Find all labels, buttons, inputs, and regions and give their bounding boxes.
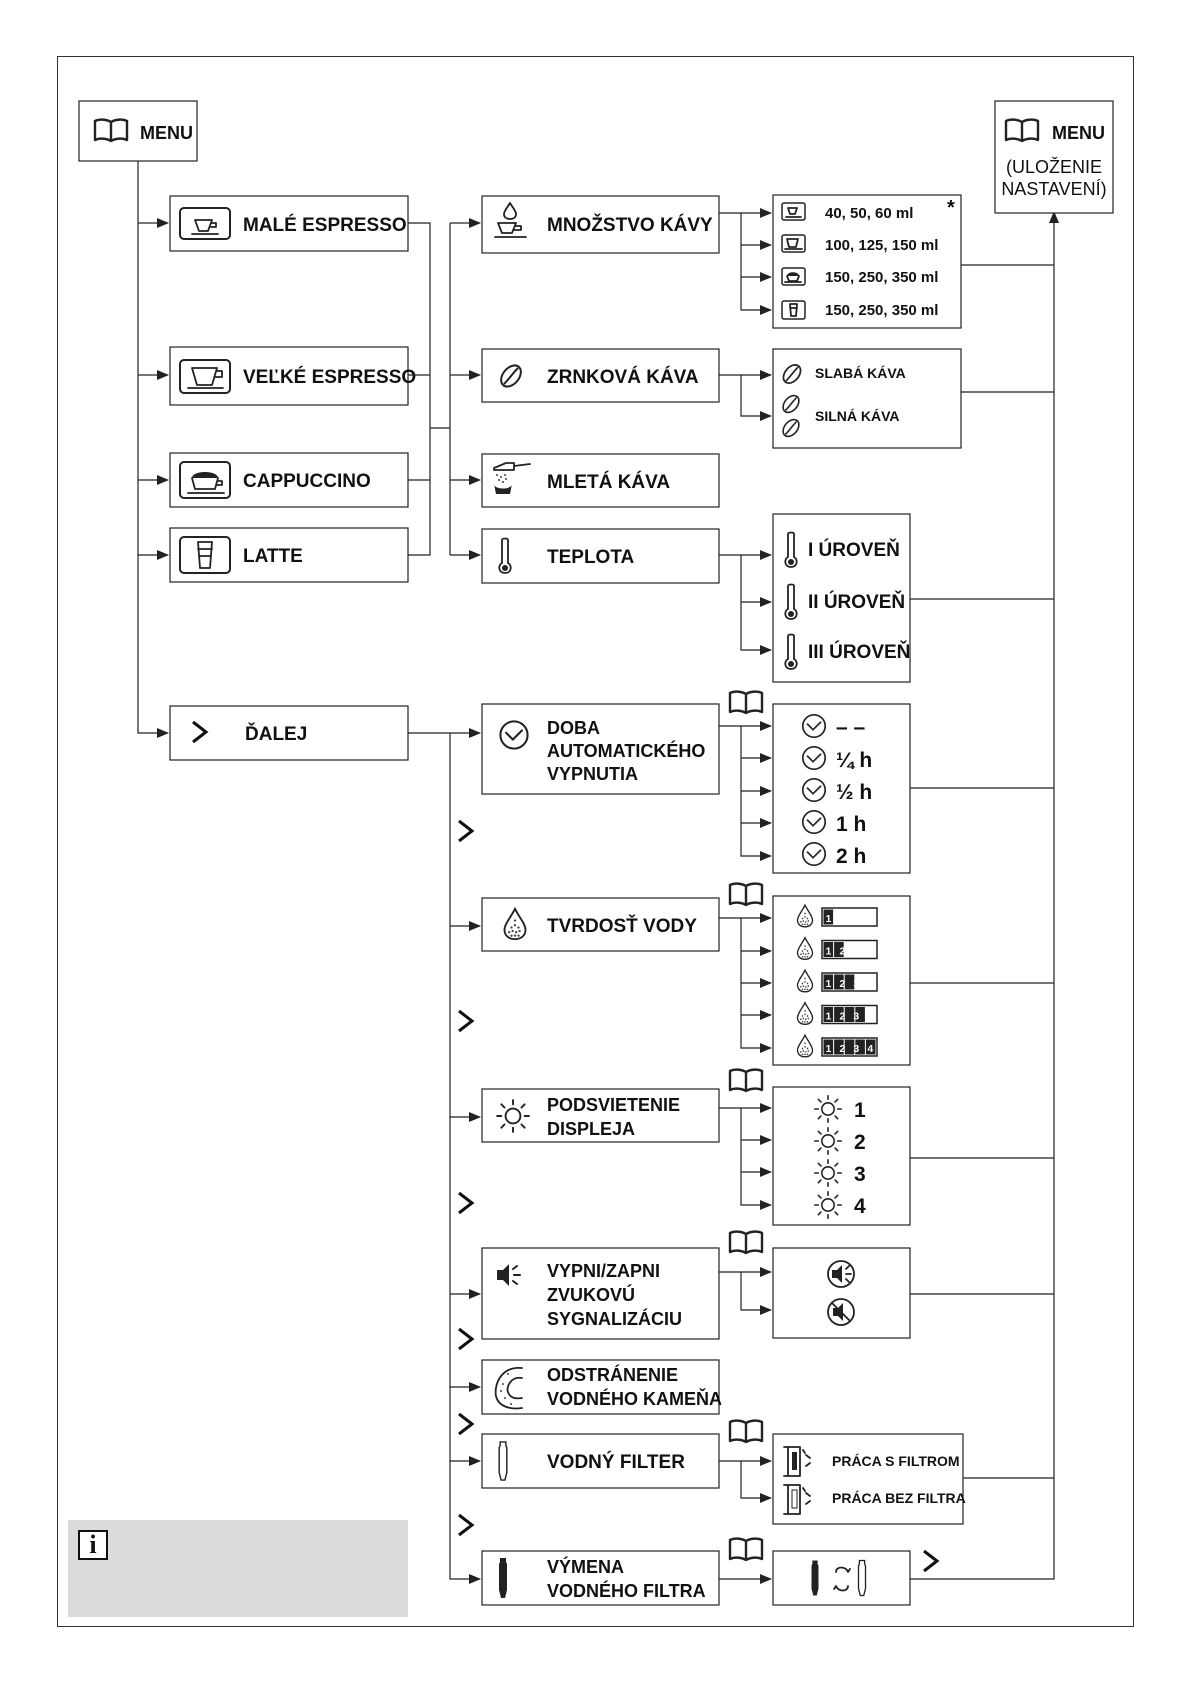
connector-bean-2 <box>719 375 771 416</box>
svg-text:1 h: 1 h <box>836 813 867 836</box>
svg-text:100, 125, 150 ml: 100, 125, 150 ml <box>825 237 939 254</box>
svg-text:II ÚROVEŇ: II ÚROVEŇ <box>808 592 906 613</box>
menu-start-box[interactable] <box>79 101 197 161</box>
chevron-right-icon <box>459 1414 472 1434</box>
drink-large-espresso[interactable] <box>170 347 416 405</box>
chevron-right-icon <box>459 1011 472 1031</box>
chevron-right-icon <box>459 1515 472 1535</box>
svg-text:ZVUKOVÚ: ZVUKOVÚ <box>547 1285 636 1305</box>
setting-auto-off[interactable] <box>482 704 719 794</box>
hardness-options-box <box>773 896 910 1065</box>
quantity-option-4[interactable] <box>782 301 938 319</box>
chevron-right-icon <box>459 1193 472 1213</box>
menu-save-box[interactable] <box>995 101 1113 213</box>
svg-text:SYGNALIZÁCIU: SYGNALIZÁCIU <box>547 1309 682 1329</box>
svg-text:3: 3 <box>854 1163 866 1186</box>
drink-label: CAPPUCCINO <box>243 471 371 492</box>
bean-options-box <box>773 349 961 448</box>
info-icon: i <box>78 1530 108 1560</box>
setting-label: TEPLOTA <box>547 547 635 568</box>
chevron-right-icon <box>459 1329 472 1349</box>
svg-text:SLABÁ KÁVA: SLABÁ KÁVA <box>815 365 906 381</box>
svg-text:PRÁCA S FILTROM: PRÁCA S FILTROM <box>832 1453 960 1469</box>
svg-text:DOBA: DOBA <box>547 718 600 738</box>
svg-text:PRÁCA BEZ FILTRA: PRÁCA BEZ FILTRA <box>832 1490 966 1506</box>
svg-text:ODSTRÁNENIE: ODSTRÁNENIE <box>547 1365 679 1385</box>
svg-text:2 h: 2 h <box>836 845 867 868</box>
svg-text:VYPNI/ZAPNI: VYPNI/ZAPNI <box>547 1261 661 1281</box>
menu-start-label: MENU <box>140 123 193 143</box>
setting-descale[interactable] <box>482 1360 722 1414</box>
quantity-options-box <box>773 195 961 328</box>
book-icon <box>730 1232 762 1253</box>
drink-cappuccino[interactable] <box>170 453 408 507</box>
asterisk: * <box>947 197 955 219</box>
book-icon <box>730 1539 762 1560</box>
svg-text:AUTOMATICKÉHO: AUTOMATICKÉHO <box>547 741 706 761</box>
setting-label: MNOŽSTVO KÁVY <box>547 215 713 236</box>
svg-text:I ÚROVEŇ: I ÚROVEŇ <box>808 540 900 561</box>
filter-cartridge-icon <box>812 1561 819 1596</box>
svg-text:PODSVIETENIE: PODSVIETENIE <box>547 1095 681 1115</box>
setting-filter-replacement[interactable] <box>482 1551 719 1605</box>
next-label: ĎALEJ <box>245 724 308 745</box>
setting-coffee-quantity[interactable] <box>482 196 719 253</box>
setting-sound[interactable] <box>482 1248 719 1339</box>
sound-options-box <box>773 1248 910 1338</box>
svg-text:– –: – – <box>836 716 866 739</box>
setting-water-hardness[interactable] <box>482 898 719 951</box>
book-icon <box>730 884 762 905</box>
hardness-level-label: 1 <box>825 913 834 925</box>
setting-bean-coffee[interactable] <box>482 349 719 402</box>
next-box[interactable] <box>170 706 408 760</box>
hardness-level-label: 1 2 3 4 5 <box>825 1043 890 1055</box>
setting-temperature[interactable] <box>482 529 719 583</box>
connector-sound-2 <box>719 1272 771 1310</box>
book-icon <box>730 692 762 713</box>
connector-next <box>138 161 168 733</box>
drink-small-espresso[interactable] <box>170 196 408 251</box>
drink-bracket-ticks <box>408 375 430 480</box>
setting-water-filter[interactable] <box>482 1434 719 1488</box>
svg-text:SILNÁ KÁVA: SILNÁ KÁVA <box>815 408 900 424</box>
filter-cartridge-icon <box>499 1558 507 1598</box>
auto-off-options-box <box>773 704 910 873</box>
svg-text:4: 4 <box>854 1195 866 1218</box>
svg-text:VODNÝ FILTER: VODNÝ FILTER <box>547 1452 685 1473</box>
connector-light-4 <box>719 1108 771 1205</box>
svg-text:VODNÉHO FILTRA: VODNÉHO FILTRA <box>547 1581 706 1601</box>
connector-filter-2 <box>719 1461 771 1498</box>
drink-bracket <box>408 223 430 555</box>
setting-display-backlight[interactable] <box>482 1089 719 1142</box>
filter-options-box <box>773 1434 966 1524</box>
svg-text:MENU: MENU <box>1052 123 1105 143</box>
svg-text:2: 2 <box>854 1131 866 1154</box>
drink-label: MALÉ ESPRESSO <box>243 215 407 236</box>
hardness-level-label: 1 2 <box>825 945 848 958</box>
drink-label: LATTE <box>243 546 303 567</box>
hardness-level-label: 1 2 3 <box>825 978 862 990</box>
svg-text:VODNÉHO KAMEŇA: VODNÉHO KAMEŇA <box>547 1389 723 1409</box>
filter-replace-box[interactable] <box>773 1551 910 1605</box>
chevron-right-icon <box>459 821 472 841</box>
svg-text:150, 250, 350 ml: 150, 250, 350 ml <box>825 269 939 286</box>
svg-text:VÝMENA: VÝMENA <box>547 1557 625 1577</box>
svg-text:40, 50, 60 ml: 40, 50, 60 ml <box>825 205 914 222</box>
book-icon <box>730 1421 762 1442</box>
svg-text:VYPNUTIA: VYPNUTIA <box>547 764 639 784</box>
svg-text:(ULOŽENIE: (ULOŽENIE <box>1005 157 1103 177</box>
quantity-option-3[interactable] <box>782 268 938 286</box>
drink-label: VEĽKÉ ESPRESSO <box>243 367 417 388</box>
quantity-option-2[interactable] <box>782 235 938 254</box>
svg-text:1: 1 <box>854 1099 866 1122</box>
connector-qty-4 <box>719 213 771 310</box>
temperature-options-box <box>773 514 910 682</box>
svg-text:TVRDOSŤ VODY: TVRDOSŤ VODY <box>547 916 697 937</box>
setting-ground-coffee[interactable] <box>482 454 719 507</box>
svg-text:150, 250, 350 ml: 150, 250, 350 ml <box>825 302 939 319</box>
setting-label: MLETÁ KÁVA <box>547 472 671 493</box>
svg-text:III ÚROVEŇ: III ÚROVEŇ <box>808 642 911 663</box>
info-note-box <box>68 1520 408 1617</box>
svg-text:NASTAVENÍ): NASTAVENÍ) <box>1001 179 1107 199</box>
next-trunk <box>450 733 480 1579</box>
backlight-options-box <box>773 1087 910 1225</box>
setting-label: ZRNKOVÁ KÁVA <box>547 367 699 388</box>
book-icon <box>730 1070 762 1091</box>
drink-latte[interactable] <box>170 528 408 582</box>
svg-text:½ h: ½ h <box>836 781 873 804</box>
hardness-level-label: 1 2 3 4 <box>825 1010 876 1023</box>
svg-text:DISPLEJA: DISPLEJA <box>547 1119 636 1139</box>
chevron-right-icon <box>924 1551 937 1571</box>
svg-text:¼ h: ¼ h <box>836 749 873 772</box>
